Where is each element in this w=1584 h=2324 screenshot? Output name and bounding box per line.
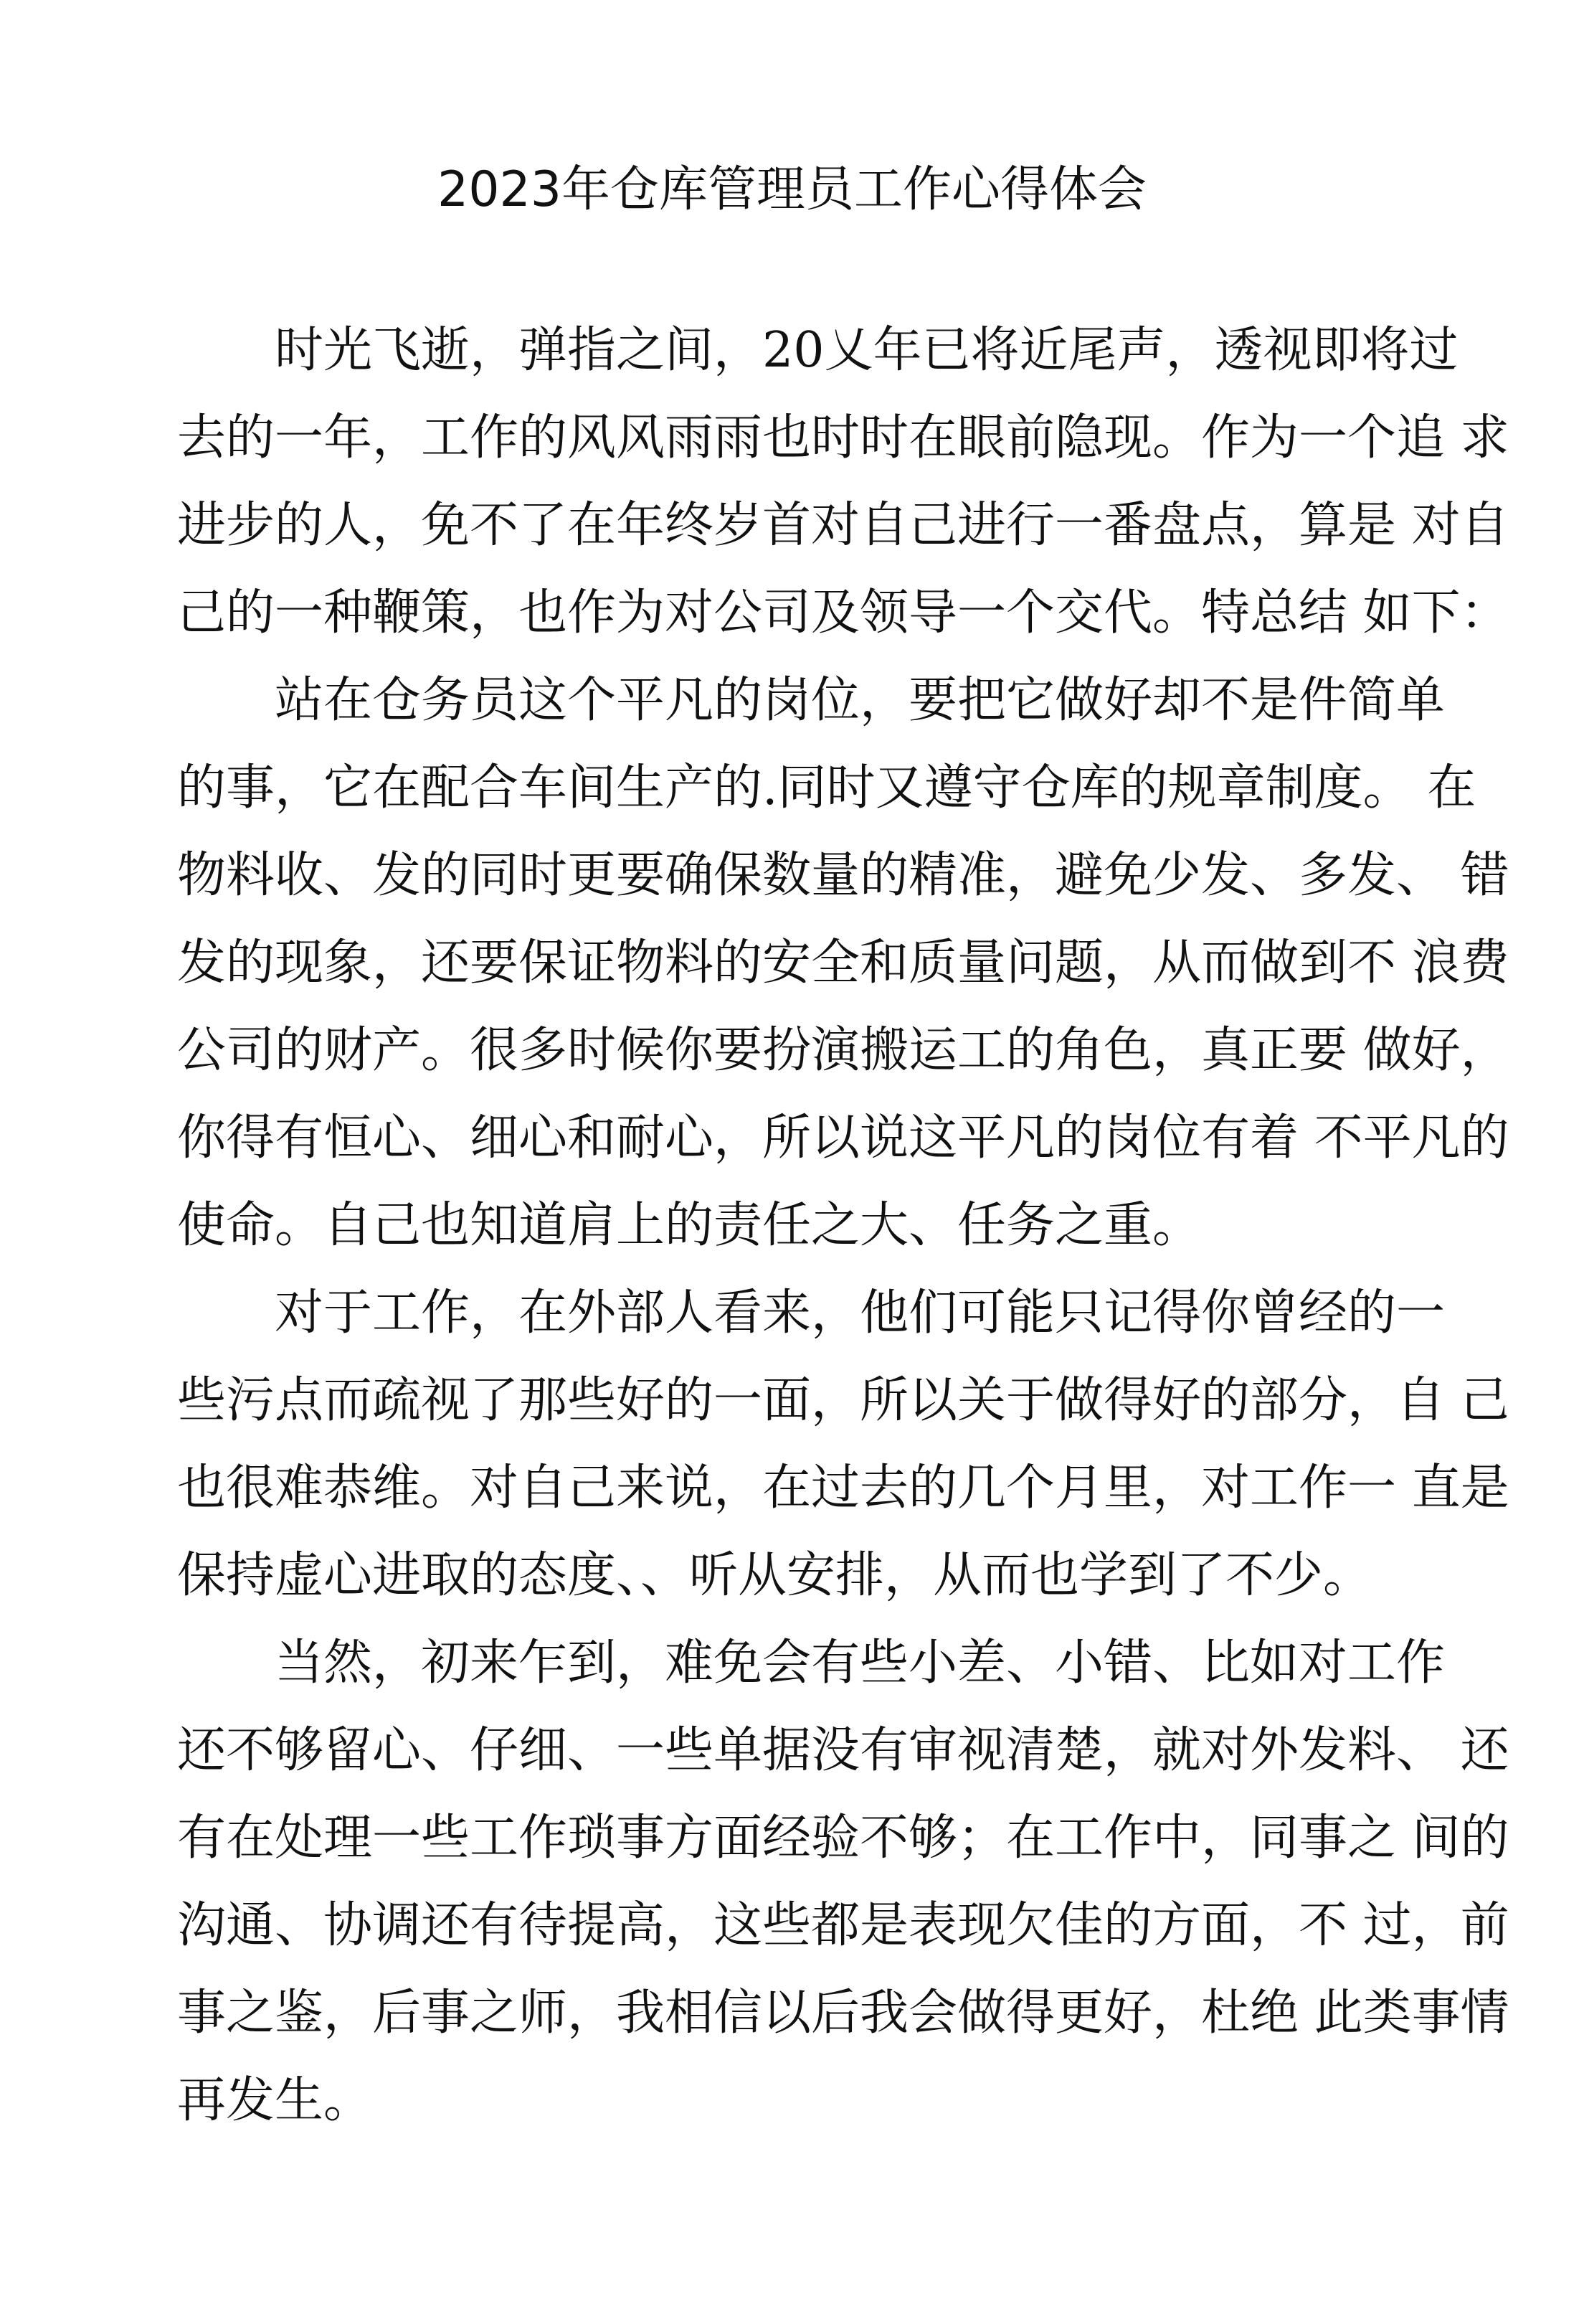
document-body	[177, 307, 1509, 2145]
paragraph-line: 保持虚心进取的态度、、听从安排，从而也学到了不少。	[177, 1547, 1372, 1604]
paragraph-line: 当然，初来乍到，难免会有些小差、小错、比如对工作	[275, 1635, 1446, 1691]
paragraph-line: 些污点而疏视了那些好的一面，所以关于做得好的部分，自 己	[177, 1372, 1509, 1429]
paragraph-4	[177, 1620, 1509, 2145]
paragraph-line: 事之鉴，后事之师，我相信以后我会做得更好，杜绝 此类事情	[177, 1985, 1509, 2041]
paragraph-line: 再发生。	[177, 2072, 373, 2129]
paragraph-line: 进步的人，免不了在年终岁首对自己进行一番盘点，算是 对自	[177, 497, 1509, 554]
paragraph-2	[177, 657, 1509, 1270]
paragraph-line: 还不够留心、仔细、一些单据没有审视清楚，就对外发料、 还	[177, 1722, 1509, 1779]
paragraph-line: 你得有恒心、细心和耐心，所以说这平凡的岗位有着 不平凡的	[177, 1110, 1509, 1166]
paragraph-line: 的事，它在配合车间生产的.同时又遵守仓库的规章制度。 在	[177, 760, 1476, 816]
paragraph-line: 时光飞逝，弹指之间，20乂年已将近尾声，透视即将过	[275, 322, 1459, 379]
paragraph-line: 发的现象，还要保证物料的安全和质量问题，从而做到不 浪费	[177, 935, 1509, 991]
paragraph-line: 去的一年，工作的风风雨雨也时时在眼前隐现。作为一个追 求	[177, 410, 1509, 466]
paragraph-1	[177, 307, 1509, 657]
document-title: 2023年仓库管理员工作心得体会	[437, 161, 1147, 218]
paragraph-line: 站在仓务员这个平凡的岗位，要把它做好却不是件简单	[275, 672, 1446, 729]
paragraph-line: 物料收、发的同时更要确保数量的精准，避免少发、多发、 错	[177, 847, 1509, 904]
paragraph-line: 沟通、协调还有待提高，这些都是表现欠佳的方面，不 过，前	[177, 1897, 1509, 1954]
paragraph-line: 己的一种鞭策，也作为对公司及领导一个交代。特总结 如下：	[177, 585, 1509, 641]
paragraph-line: 对于工作，在外部人看来，他们可能只记得你曾经的一	[275, 1285, 1446, 1341]
paragraph-line: 也很难恭维。对自己来说，在过去的几个月里，对工作一 直是	[177, 1460, 1509, 1516]
paragraph-line: 公司的财产。很多时候你要扮演搬运工的角色，真正要 做好，	[177, 1022, 1509, 1079]
paragraph-line: 有在处理一些工作琐事方面经验不够；在工作中，同事之 间的	[177, 1810, 1509, 1866]
paragraph-line: 使命。自己也知道肩上的责任之大、任务之重。	[177, 1197, 1202, 1254]
paragraph-3	[177, 1270, 1509, 1620]
